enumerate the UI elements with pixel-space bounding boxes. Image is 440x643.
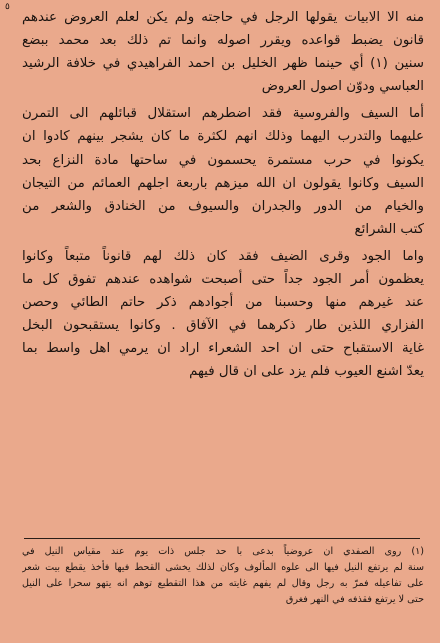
text-line: العباسي ودوّن اصول العروض: [261, 79, 424, 95]
text-line: قانون يضبط قواعده ويقرر اصوله وانما تم ذلك بعد محمد ببضع: [22, 33, 424, 49]
text-line: كتب الشرائع: [354, 221, 424, 237]
text-line: عليهما والتدرب اليهما وذلك انهم لكثرة ما كان يشجر بينهم كادوا ان: [22, 129, 424, 145]
text-line: يكونوا في حرب مستمرة يحسمون في ساحتها مادة النزاع بحد: [22, 152, 424, 168]
text-line: الفزاري اللذين طار ذكرهما في الآفاق . وكانوا يستقبحون البخل: [22, 318, 424, 334]
text-line: يعدّ اشنع العيوب فلم يزد على ان قال فيهم: [189, 364, 424, 380]
text-line: عند غيرهم منها وحسبنا من أجوادهم ذكر حاتم الطائي وحصن: [22, 295, 424, 311]
text-line: والخيام من الدور والجدران والسيوف من الخنادق والشعر من: [22, 198, 424, 214]
text-line: غاية الاستقباح حتى ان احد الشعراء اراد ان يرمي اهل واسط بما: [22, 341, 424, 357]
text-line: يعظمون أمر الجود جداً حتى أصبحت شواهده عندهم تفوق كل ما: [22, 272, 424, 288]
footnote-divider: [24, 538, 420, 539]
main-text: [22, 6, 424, 384]
text-line: السيف وكانوا يقولون ان الله ميزهم باربعة اجلهم العمائم من التيجان: [22, 175, 424, 191]
footnote: [22, 544, 424, 608]
footnote-line: على تفاعيله فمرّ به رجل وقال لم يفهم غايته من هذا التقطيع توهم انه يتهو سحرا على النيل: [22, 578, 424, 589]
text-line: أما السيف والفروسية فقد اضطرهم استقلال قبائلهم الى التمرن: [22, 106, 424, 122]
text-line: منه الا الابيات يقولها الرجل في حاجته ولم يكن لعلم العروض عندهم: [22, 10, 424, 25]
footnote-line: سنة لم يرتفع النيل فيها الى علوه المألوف وكان لذلك يخشى القحط فيها فأخذ يقطع بيت شعر: [22, 562, 424, 573]
footnote-line: حتى لا يرتفع فقذفه في النهر فغرق: [285, 594, 424, 605]
text-line: واما الجود وقرى الضيف فقد كان ذلك لهم قانوناً متبعاً وكانوا: [22, 248, 424, 264]
footnote-line: (١) روى الصفدي ان عروضياً بدعى با حد جلس ذات يوم عند مقياس النيل في: [22, 546, 424, 557]
page-corner-mark: ٥: [5, 2, 10, 12]
text-line: سنين (١) أي حينما ظهر الخليل بن احمد الفراهيدي في خلافة الرشيد: [22, 56, 424, 72]
